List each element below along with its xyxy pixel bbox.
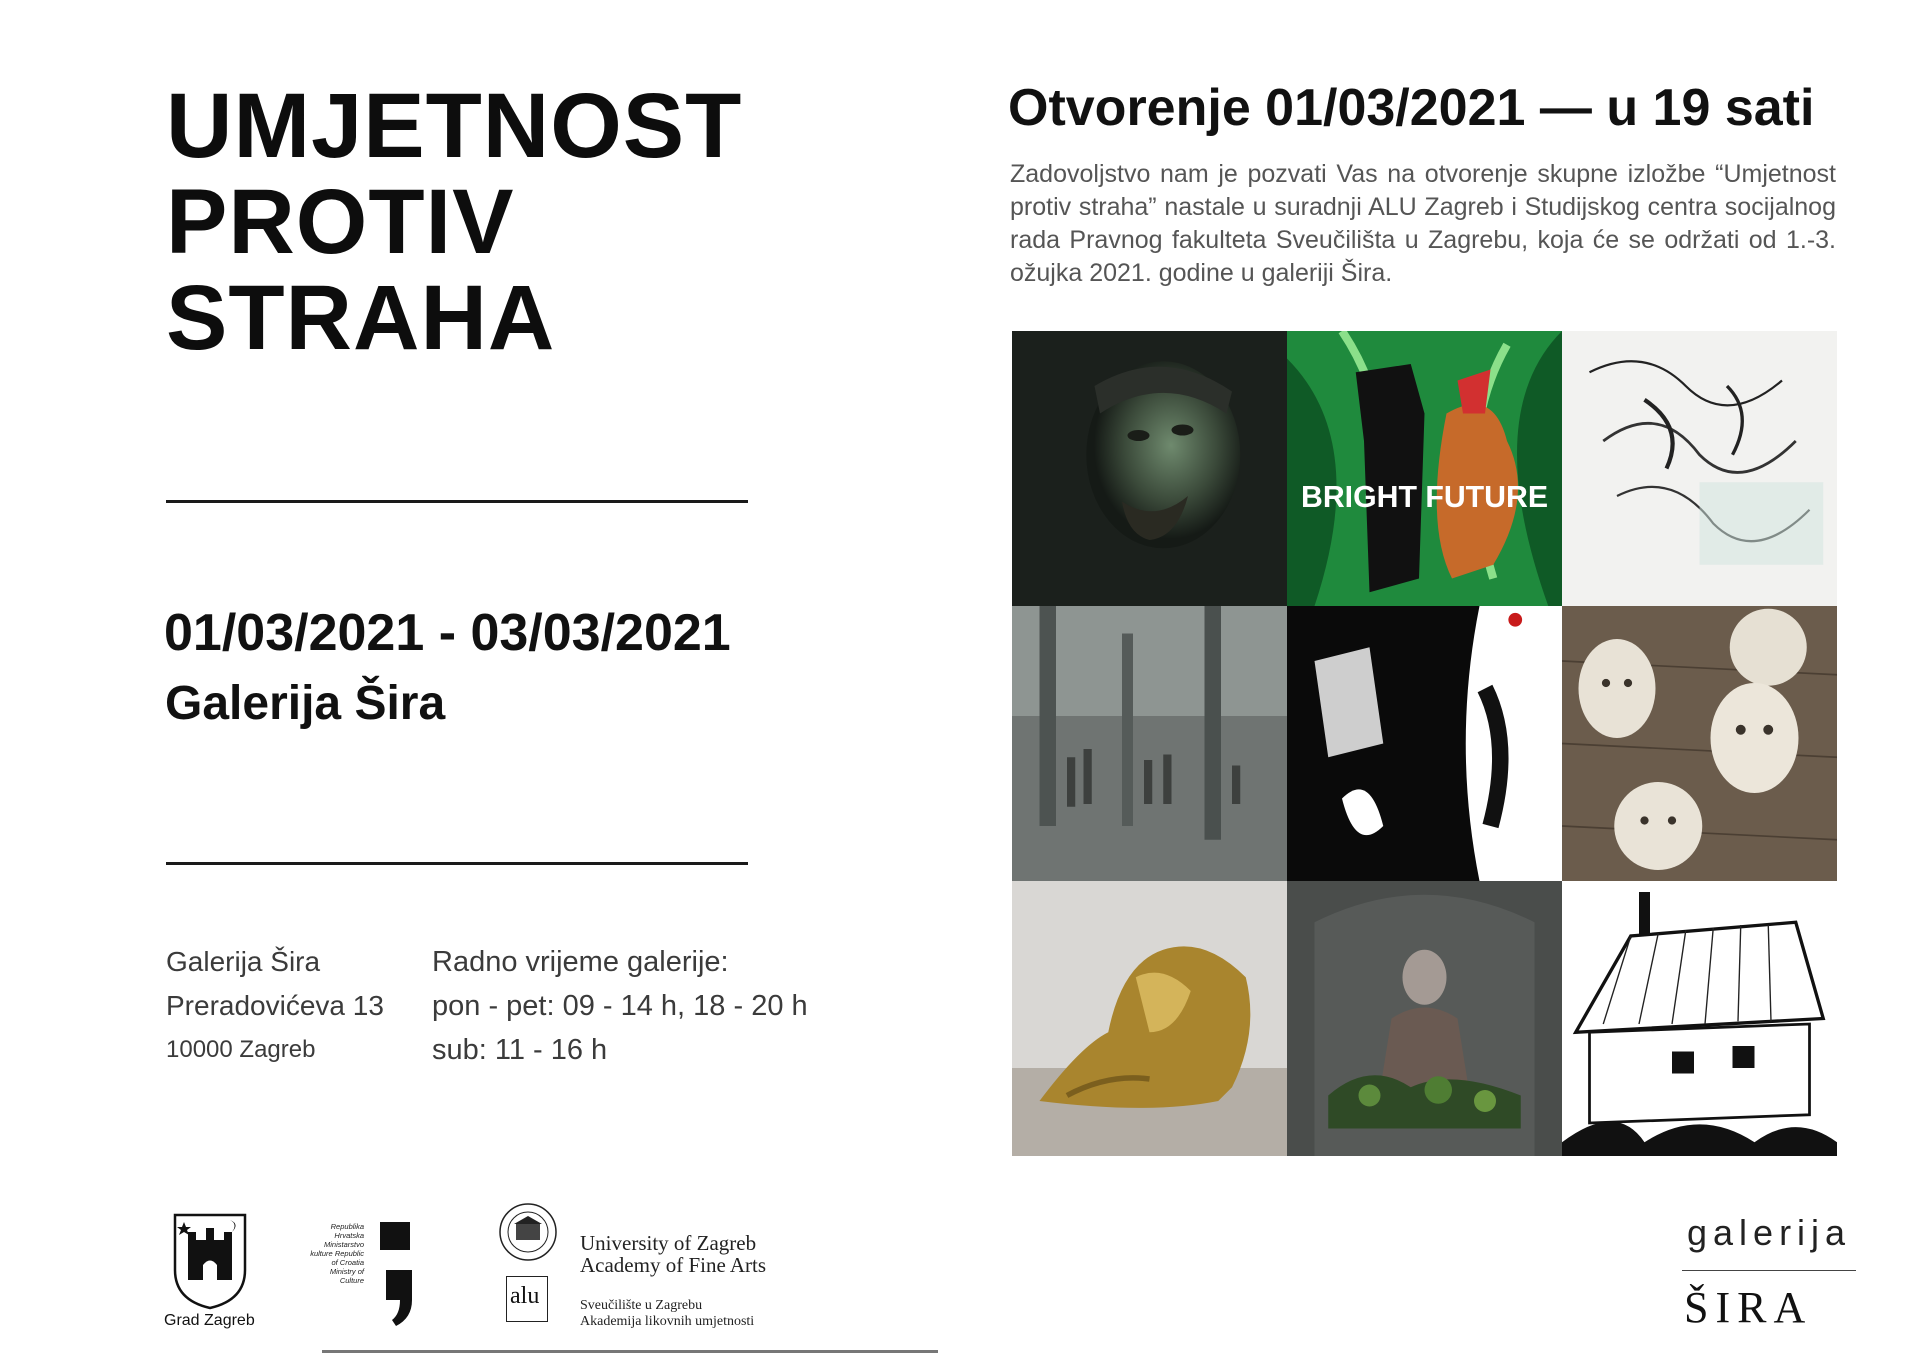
- hours-heading: Radno vrijeme galerije:: [432, 946, 729, 978]
- university-line-2: Academy of Fine Arts: [580, 1253, 767, 1277]
- alu-logo: [506, 1276, 548, 1322]
- university-hr-line-2: Akademija likovnih umjetnosti: [580, 1314, 755, 1329]
- artwork-bright-future: [1287, 331, 1562, 606]
- artwork-sketch-glass: [1562, 331, 1837, 606]
- title-line-3: STRAHA: [166, 267, 556, 369]
- exhibition-venue: Galerija Šira: [165, 677, 446, 730]
- artwork-plaster-masks: [1562, 606, 1837, 881]
- artwork-house-sketch: [1562, 881, 1837, 1156]
- gallery-address: [166, 940, 384, 1072]
- ministry-text: Republika Hrvatska Ministarstvo kulture Republic of Croatia Ministry of Culture: [310, 1222, 364, 1285]
- artwork-caption: BRIGHT FUTURE: [1300, 481, 1549, 514]
- university-hr-line-1: Sveučilište u Zagrebu: [580, 1298, 703, 1313]
- divider-bottom: [166, 862, 748, 865]
- exhibition-dates: 01/03/2021 - 03/03/2021: [164, 604, 731, 662]
- divider-top: [166, 500, 748, 503]
- opening-hours: [432, 940, 808, 1072]
- hours-weekdays: pon - pet: 09 - 14 h, 18 - 20 h: [432, 990, 808, 1022]
- artwork-gold-sculpture: [1012, 881, 1287, 1156]
- address-city: 10000 Zagreb: [166, 1036, 316, 1063]
- opening-heading: Otvorenje 01/03/2021 — u 19 sati: [1008, 79, 1815, 137]
- artwork-bell-jar-figure: [1287, 881, 1562, 1156]
- university-line-1: University of Zagreb: [580, 1231, 757, 1255]
- galerija-logo-word: galerija: [1687, 1212, 1852, 1253]
- exhibition-title: [166, 75, 743, 369]
- ministry-semicolon-icon: [378, 1222, 414, 1326]
- address-name: Galerija Šira: [166, 946, 321, 977]
- hours-saturday: sub: 11 - 16 h: [432, 1034, 608, 1066]
- title-line-2: PROTIV: [166, 171, 515, 273]
- galerija-logo-rule: [1682, 1270, 1856, 1271]
- galerija-logo-name: ŠIRA: [1684, 1283, 1813, 1332]
- artwork-grid: [1012, 331, 1837, 1156]
- grad-zagreb-label: Grad Zagreb: [164, 1312, 255, 1329]
- footer-divider: [322, 1350, 938, 1353]
- university-seal-icon: [498, 1202, 558, 1262]
- grad-zagreb-crest-icon: [170, 1210, 250, 1310]
- university-name-hr: [580, 1298, 754, 1330]
- artwork-grey-hall-painting: [1012, 606, 1287, 881]
- university-name-en: [580, 1232, 766, 1276]
- invitation-text: Zadovoljstvo nam je pozvati Vas na otvorenje skupne izložbe “Umjetnost protiv straha” nastale u suradnji ALU Zagreb i Studijskog centra socijalnog rada Pravnog fakulteta Sveučilišta u Zagrebu, koja će se održati od 1.-3. ožujka 2021. godine u galeriji Šira.: [1010, 160, 1836, 287]
- artwork-black-white-print: [1287, 606, 1562, 881]
- alu-logo-letters: alu: [510, 1283, 540, 1309]
- title-line-1: UMJETNOST: [166, 75, 743, 177]
- artwork-portrait-painting: [1012, 331, 1287, 606]
- address-street: Preradovićeva 13: [166, 990, 384, 1021]
